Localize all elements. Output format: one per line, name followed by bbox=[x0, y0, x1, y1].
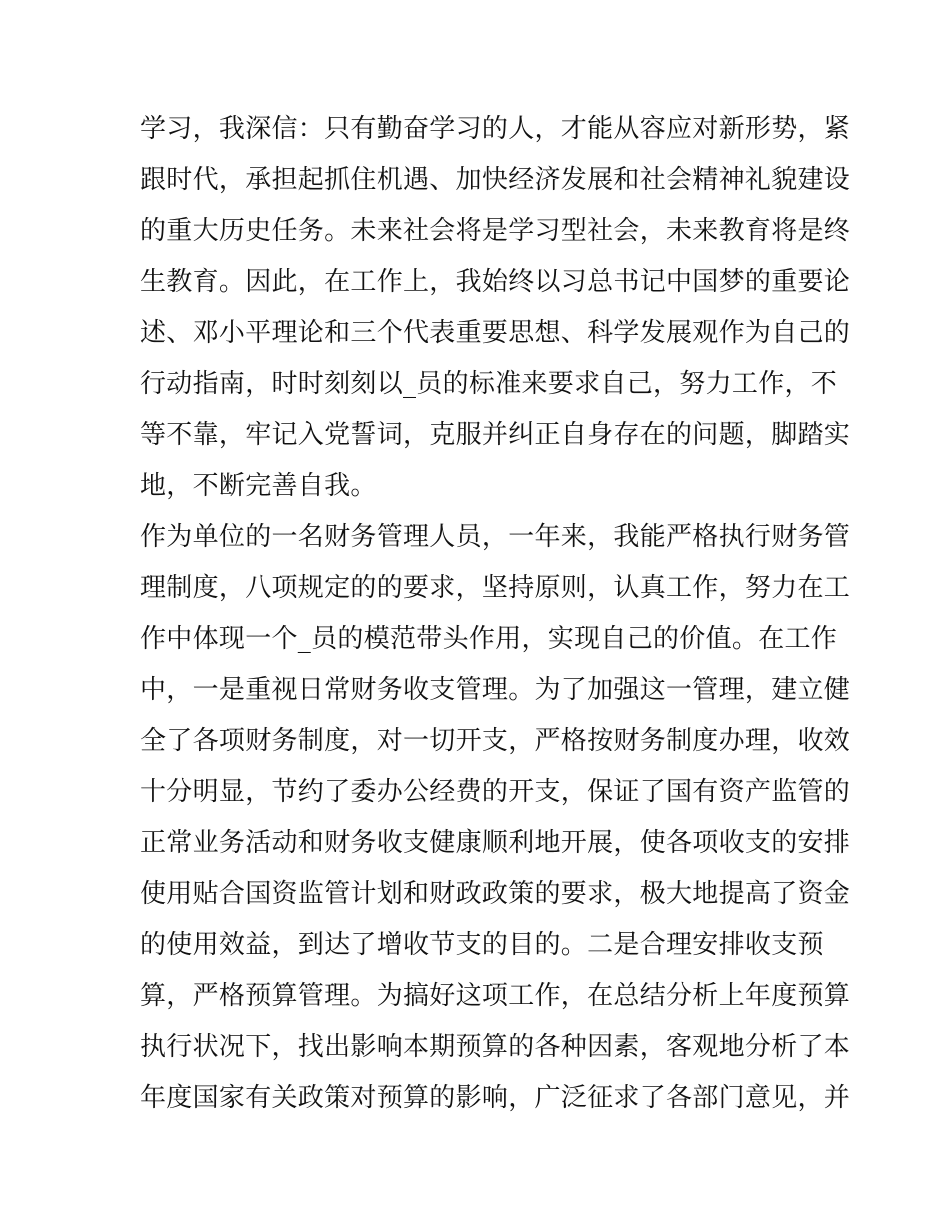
text-line: 等不靠，牢记入党誓词，克服并纠正自身存在的问题，脚踏实 bbox=[140, 420, 851, 450]
text-line: 生教育。因此，在工作上，我始终以习总书记中国梦的重要论 bbox=[140, 267, 851, 297]
text-line: 算，严格预算管理。为搞好这项工作，在总结分析上年度预算 bbox=[140, 981, 851, 1011]
text-line: 年度国家有关政策对预算的影响，广泛征求了各部门意见，并 bbox=[140, 1083, 851, 1113]
text-line: 作为单位的一名财务管理人员，一年来，我能严格执行财务管 bbox=[140, 522, 851, 552]
text-line: 跟时代，承担起抓住机遇、加快经济发展和社会精神礼貌建设 bbox=[140, 165, 851, 195]
text-line: 十分明显，节约了委办公经费的开支，保证了国有资产监管的 bbox=[140, 777, 851, 807]
text-line: 作中体现一个_员的模范带头作用，实现自己的价值。在工作 bbox=[140, 624, 838, 654]
text-line: 使用贴合国资监管计划和财政政策的要求，极大地提高了资金 bbox=[140, 879, 851, 909]
document-body bbox=[140, 104, 851, 1124]
text-line: 全了各项财务制度，对一切开支，严格按财务制度办理，收效 bbox=[140, 726, 851, 756]
text-line: 理制度，八项规定的的要求，坚持原则，认真工作，努力在工 bbox=[140, 573, 851, 603]
text-line: 学习，我深信：只有勤奋学习的人，才能从容应对新形势，紧 bbox=[140, 114, 851, 144]
paragraph-1 bbox=[140, 104, 851, 512]
text-line: 述、邓小平理论和三个代表重要思想、科学发展观作为自己的 bbox=[140, 318, 851, 348]
text-line: 行动指南，时时刻刻以_员的标准来要求自己，努力工作，不 bbox=[140, 369, 838, 399]
text-line: 的使用效益，到达了增收节支的目的。二是合理安排收支预 bbox=[140, 930, 824, 960]
text-line: 地，不断完善自我。 bbox=[140, 471, 377, 501]
text-line: 中，一是重视日常财务收支管理。为了加强这一管理，建立健 bbox=[140, 675, 851, 705]
paragraph-2 bbox=[140, 512, 851, 1124]
text-line: 正常业务活动和财务收支健康顺利地开展，使各项收支的安排 bbox=[140, 828, 851, 858]
text-line: 执行状况下，找出影响本期预算的各种因素，客观地分析了本 bbox=[140, 1032, 851, 1062]
text-line: 的重大历史任务。未来社会将是学习型社会，未来教育将是终 bbox=[140, 216, 851, 246]
